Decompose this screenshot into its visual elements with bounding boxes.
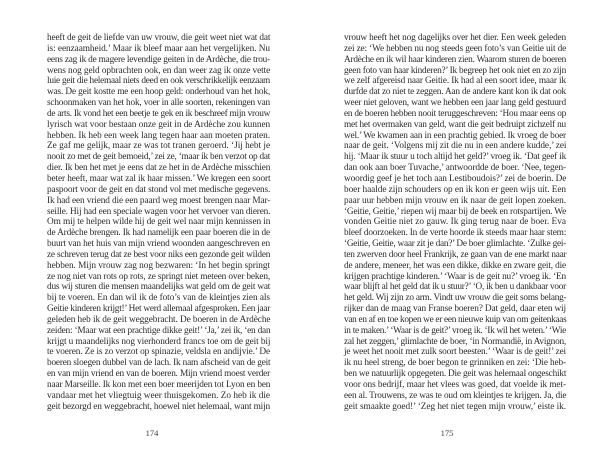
text-line: beter heeft, maar wat zal ik haar missen.’ We kregen een soort (47, 173, 271, 184)
text-line: zal het zeggen,’ glimlachte de boer, ‘in Normandië, in Avignon, (344, 336, 567, 347)
text-line: hebben. Mijn vrouw zag nog bezwaren: ‘In het begin springt (47, 260, 270, 271)
text-line: lyrisch wat voor bestaan onze geit in de Ardèche zou kunnen (47, 119, 271, 130)
text-line: ben we natuurlijk opgegeten. Die geit was helemaal ongeschikt (344, 369, 567, 380)
text-line: dus wij sturen die mensen maandelijks wat geld om de geit wat (47, 282, 271, 293)
text-line: nooit zo met de geit bemoeid,’ zei ze, ‘maar ik ben verzot op dat (47, 152, 271, 163)
text-line: durfde dat zo niet te zeggen. Aan de andere kant kon ik dat ook (344, 87, 566, 98)
left-page-text (47, 33, 270, 413)
text-line: wel.’ We kwamen aan in een prachtig gebied. Ik vroeg de boer (344, 130, 566, 141)
text-line: ze nog niet van rots op rots, ze springt niet meteen over beken, (47, 271, 270, 282)
text-line: vandaar met het vliegtuig weer thuisgekomen. Zo heb ik die (47, 390, 270, 401)
text-line: van en af en toe kopen we er een nieuwe kuip van om geitenkaas (344, 314, 567, 325)
text-line: luie geit die helemaal niets deed en ook verschrikkelijk eenzaam (47, 76, 270, 87)
text-line: schoonmaken van het hok, voer in alle soorten, rekeningen van (47, 98, 270, 109)
text-line: seille. Hij had een speciale wagen voor het vervoer van dieren. (47, 206, 271, 217)
text-line: Ze gaf me gelijk, maar ze was tot tranen geroerd. ‘Jij hebt je (47, 141, 271, 152)
text-line: dan ook aan boer Tuvache,’ antwoordde de boer. ‘Nee, tegen- (344, 163, 566, 174)
text-line: waar blijft al het geld dat ik u stuur?’ ‘O, ik ben u dankbaar voor (344, 282, 566, 293)
text-line: en de boeren hebben nooit teruggeschreven: ‘Hou maar eens op (344, 108, 566, 119)
text-line: hebben. Ik heb een week lang tegen haar aan moeten praten. (47, 130, 271, 141)
text-line: een al. Trouwens, ze was te oud om kleintjes te krijgen. Ja, die (344, 390, 567, 401)
text-line: de Ardèche brengen. Ik had namelijk een paar boeren die in de (47, 228, 270, 239)
text-line: de andere, meneer, het was een dikke, dikke en zware geit, die (344, 260, 566, 271)
text-line: voor ons bedrijf, maar het vlees was goed, dat voelde ik met- (344, 380, 566, 390)
text-line: Ik had een vriend die een paard weg moest brengen naar Mar- (47, 195, 271, 206)
text-line: naar de geit. ‘Volgens mij zit die nu in een andere kudde,’ zei (344, 141, 567, 152)
text-line: vrouw heeft het nog dagelijks over het dier. Een week geleden (344, 33, 566, 43)
text-line: paspoort voor de geit en dat stond vol met medische gegevens. (47, 184, 271, 195)
right-page (300, 0, 600, 471)
text-line: was. De geit kostte me een hoop geld: onderhoud van het hok, (47, 87, 270, 98)
left-page-number: 174 (145, 428, 159, 438)
text-line: weer niet geloven, want we hebben een jaar lang geld gestuurd (344, 98, 566, 109)
text-line: geen foto van haar kinderen?’ Ik begreep het ook niet en zo zijn (344, 65, 566, 76)
text-line: eens zag ik de magere levendige geiten in de Ardèche, die trou- (47, 54, 270, 65)
text-line: geit bezorgd en weggebracht, hoewel niet helemaal, want mijn (47, 401, 270, 412)
text-line: geit smaakte goed!’ ‘Zeg het niet tegen mijn vrouw,’ eiste ik. (344, 401, 566, 412)
right-page-text (344, 33, 566, 413)
text-line: ik nu heel streng, de boer begon te grinniken en zei: ‘Die heb- (344, 358, 566, 369)
text-line: geleden heb ik de geit weggebracht. De boeren in de Ardèche (47, 314, 271, 325)
text-line: ten zwerven door heel Frankrijk, ze gaan van de ene markt naar (344, 249, 567, 260)
text-line: je weet het nooit met zulk soort beesten.’ ‘Waar is de geit!’ zei (344, 347, 566, 358)
text-line: Om mij te helpen wilde hij de geit wel naar mijn kennissen in (47, 217, 271, 228)
text-line: dier. Ik ben het met je eens dat ze het in de Ardèche misschien (47, 163, 271, 174)
text-line: hij. ‘Maar ik stuur u toch altijd het geld?’ vroeg ik. ‘Dat geef ik (344, 152, 567, 163)
text-line: zeiden: ‘Maar wat een prachtige dikke geit!’ ‘Ja,’ zei ik, ‘en dan (47, 325, 271, 336)
text-line: heeft de geit de liefde van uw vrouw, die geit weet niet wat dat (47, 33, 271, 43)
text-line: woordig geef je het toch aan Lestiboudois?’ zei de boerin. De (344, 173, 567, 184)
text-line: wens nog geld opbrachten ook, en dan weer zag ik onze vette (47, 65, 271, 76)
right-page-number: 175 (440, 428, 454, 438)
text-line: naar Marseille. Ik kon met een boer meerijden tot Lyon en ben (47, 380, 271, 390)
text-line: Ardèche en ik wil haar kinderen zien. Waarom sturen de boeren (344, 54, 566, 65)
text-line: in te maken.’ ‘Waar is de geit?’ vroeg ik. ‘Ik wil het weten.’ ‘Wie (344, 325, 566, 336)
text-line: het geld. Wij zijn zo arm. Vindt uw vrouw die geit soms belang- (344, 293, 567, 304)
text-line: krijgen prachtige kinderen.’ ‘Waar is de geit nu?’ vroeg ik. ‘En (344, 271, 566, 282)
text-line: ze schreven terug dat ze best voor niks een gezonde geit wilden (47, 249, 271, 260)
text-line: met het overmaken van geld, want die geit bedruipt zichzelf nu (344, 119, 566, 130)
text-line: boeren sloegen dubbel van de lach. Ik nam afscheid van de geit (47, 358, 271, 369)
text-line: is: eenzaamheid.’ Maar ik bleef maar aan het vergelijken. Nu (47, 43, 270, 54)
text-line: paar uur hebben mijn vrouw en ik naar de geit lopen zoeken. (344, 195, 566, 206)
text-line: zei ze: ‘We hebben nu nog steeds geen foto’s van Geitie uit de (344, 43, 567, 54)
text-line: boer haalde zijn schouders op en ik kon er geen wijs uit. Een (344, 184, 566, 195)
text-line: te voeren. Ze is zo verzot op spinazie, veldsla en andijvie.’ De (47, 347, 270, 358)
text-line: Geitie kinderen krijgt!’ Het werd allemaal afgesproken. Een jaar (47, 304, 271, 315)
text-line: vonden Geitie niet zo gauw. Ik ging terug naar de boer. Eva (344, 217, 566, 228)
text-line: en van mijn vriend en van de boeren. Mijn vriend moest verder (47, 369, 270, 380)
text-line: de arts. Ik vond het een beetje te gek en ik beschreef mijn vrouw (47, 108, 271, 119)
text-line: rijker dan de maag van Franse boeren? Dat geld, daar eten wij (344, 304, 566, 315)
text-line: krijgt u maandelijks nog vierhonderd francs toe om de geit bij (47, 336, 271, 347)
text-line: ‘Geitie, Geitie,’ riepen wij maar bij de beek en rotspartijen. We (344, 206, 567, 217)
text-line: we zelf afgereisd naar Geitie. Ik had al een soort idee, maar ik (344, 76, 566, 87)
text-line: bleef doorzoeken. In de verte hoorde ik steeds maar haar stem: (344, 228, 567, 239)
text-line: bij te voeren. En dan wil ik de foto’s van de kleintjes zien als (47, 293, 270, 304)
text-line: buurt van het huis van mijn vriend woonden aangeschreven en (47, 239, 270, 250)
text-line: ‘Geitie, Geitie, waar zit je dan?’ De boer glimlachte. ‘Zulke gei- (344, 239, 566, 250)
